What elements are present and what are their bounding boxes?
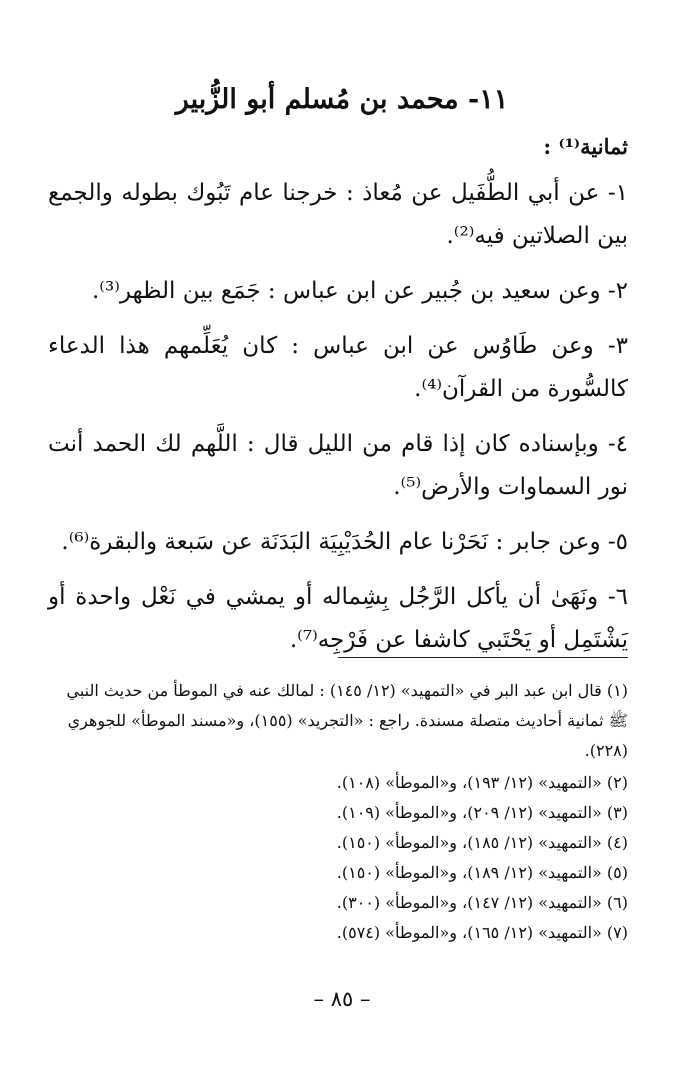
footnote-item: (٥) «التمهيد» (١٢/ ١٨٩)، و«الموطأ» (١٥٠).: [336, 863, 628, 882]
hadith-item: ١- عن أبي الطُّفَيل عن مُعاذ : خرجنا عام تَبُوك بطوله والجمع بين الصلاتين فيه⁽²⁾.: [48, 180, 628, 249]
footnote-item: (٧) «التمهيد» (١٢/ ١٦٥)، و«الموطأ» (٥٧٤).: [336, 923, 628, 942]
hadith-item: ٢- وعن سعيد بن جُبير عن ابن عباس : جَمَع بين الظهر⁽³⁾.: [91, 278, 628, 304]
footnote-item: (١) قال ابن عبد البر في «التمهيد» (١٢/ ١٤٥) : لمالك عنه في الموطأ من حديث النبي ﷺ ثمانية أحاديث متصلة مسندة. راجع : «التجريد» (١٥٥)، و«مسند الموطأ» للجوهري (٢٢٨).: [66, 681, 628, 760]
section-intro: ثمانية⁽¹⁾ :: [543, 134, 628, 159]
footnote-divider: [338, 657, 628, 658]
footnote-item: (٦) «التمهيد» (١٢/ ١٤٧)، و«الموطأ» (٣٠٠).: [336, 893, 628, 912]
footnote-item: (٤) «التمهيد» (١٢/ ١٨٥)، و«الموطأ» (١٥٠).: [336, 833, 628, 852]
hadith-item: ٦- ونَهَىٰ أن يأكل الرَّجُل بِشِماله أو يمشي في نَعْل واحدة أو يَشْتَمِل أو يَحْتَبي كاشفا عن فَرْجِه⁽⁷⁾.: [48, 584, 628, 653]
section-title: ١١- محمد بن مُسلم أبو الزُّبير: [175, 84, 509, 115]
hadith-list: [48, 172, 628, 674]
footnote-item: (٢) «التمهيد» (١٢/ ١٩٣)، و«الموطأ» (١٠٨).: [336, 773, 628, 792]
footnote-item: (٣) «التمهيد» (١٢/ ٢٠٩)، و«الموطأ» (١٠٩).: [336, 803, 628, 822]
footnotes: [48, 676, 628, 948]
hadith-item: ٤- وبإسناده كان إذا قام من الليل قال : اللَّهم لك الحمد أنت نور السماوات والأرض⁽⁵⁾.: [48, 431, 628, 500]
page-number: – ٨٥ –: [313, 987, 371, 1011]
hadith-item: ٣- وعن طَاوُس عن ابن عباس : كان يُعَلِّمهم هذا الدعاء كالسُّورة من القرآن⁽⁴⁾.: [48, 333, 628, 402]
hadith-item: ٥- وعن جابر : نَحَرْنا عام الحُدَيْبِيَة البَدَنَة عن سَبعة والبقرة⁽⁶⁾.: [61, 529, 628, 555]
